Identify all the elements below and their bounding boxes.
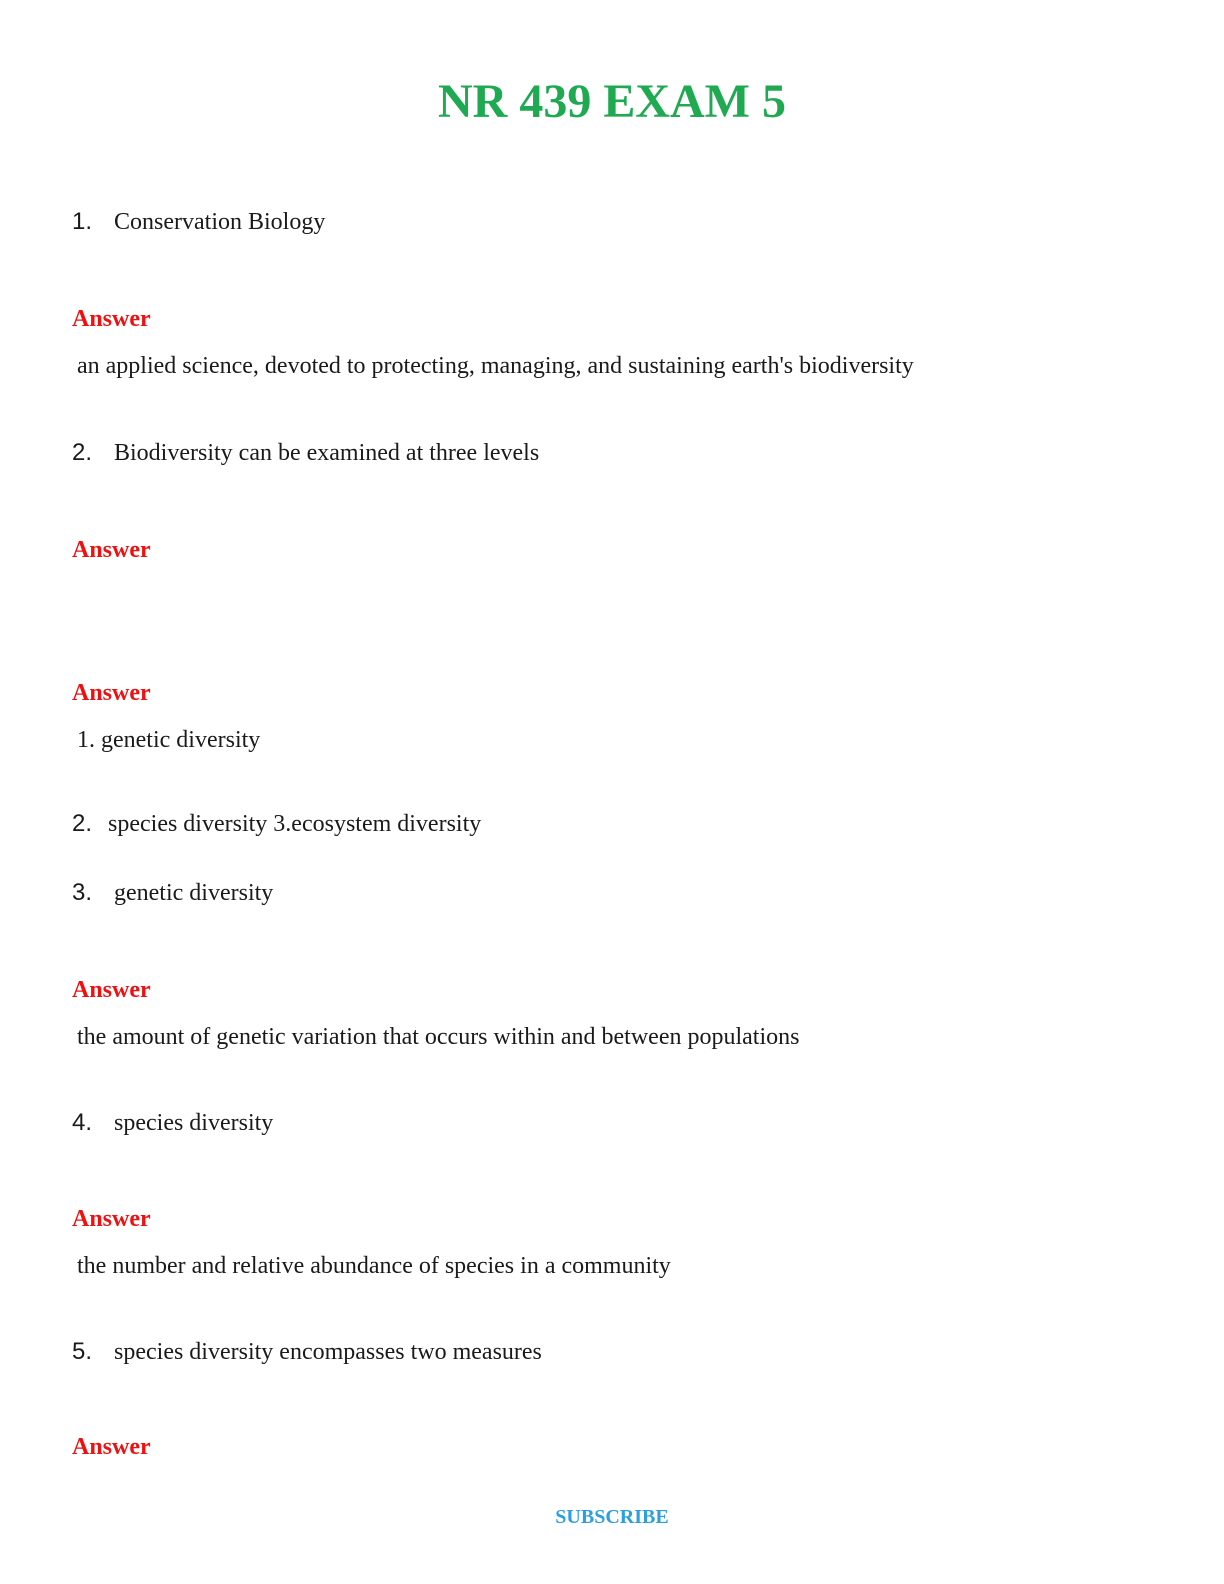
question-number: 4.: [72, 1109, 93, 1136]
answer-label: Answer: [72, 680, 151, 706]
answer-text: 1. genetic diversity: [77, 727, 261, 753]
question-5: [72, 1336, 542, 1368]
question-text: species diversity 3.ecosystem diversity: [108, 811, 482, 837]
question-text: species diversity encompasses two measures: [114, 1339, 542, 1365]
question-3: [72, 877, 273, 909]
question-2: [72, 437, 539, 469]
question-number: 2.: [72, 439, 93, 466]
question-text: genetic diversity: [114, 880, 274, 906]
answer-text: an applied science, devoted to protecting, managing, and sustaining earth's biodiversity: [77, 353, 914, 379]
answer-label: Answer: [72, 537, 151, 563]
question-number: 1.: [72, 208, 93, 235]
question-text: species diversity: [114, 1110, 274, 1136]
question-4: [72, 1107, 273, 1139]
subscribe-link[interactable]: SUBSCRIBE: [555, 1506, 669, 1528]
answer-text: the number and relative abundance of species in a community: [77, 1253, 671, 1279]
answer-label: Answer: [72, 1206, 151, 1232]
list-item-2: [72, 808, 481, 840]
answer-label: Answer: [72, 1434, 151, 1460]
answer-label: Answer: [72, 977, 151, 1003]
document-title: NR 439 EXAM 5: [438, 75, 786, 128]
question-number: 3.: [72, 879, 93, 906]
question-number: 5.: [72, 1338, 93, 1365]
question-text: Biodiversity can be examined at three levels: [114, 440, 540, 466]
answer-label: Answer: [72, 306, 151, 332]
answer-text: the amount of genetic variation that occurs within and between populations: [77, 1024, 800, 1050]
question-number: 2.: [72, 810, 93, 837]
question-text: Conservation Biology: [114, 209, 326, 235]
question-1: [72, 206, 325, 238]
